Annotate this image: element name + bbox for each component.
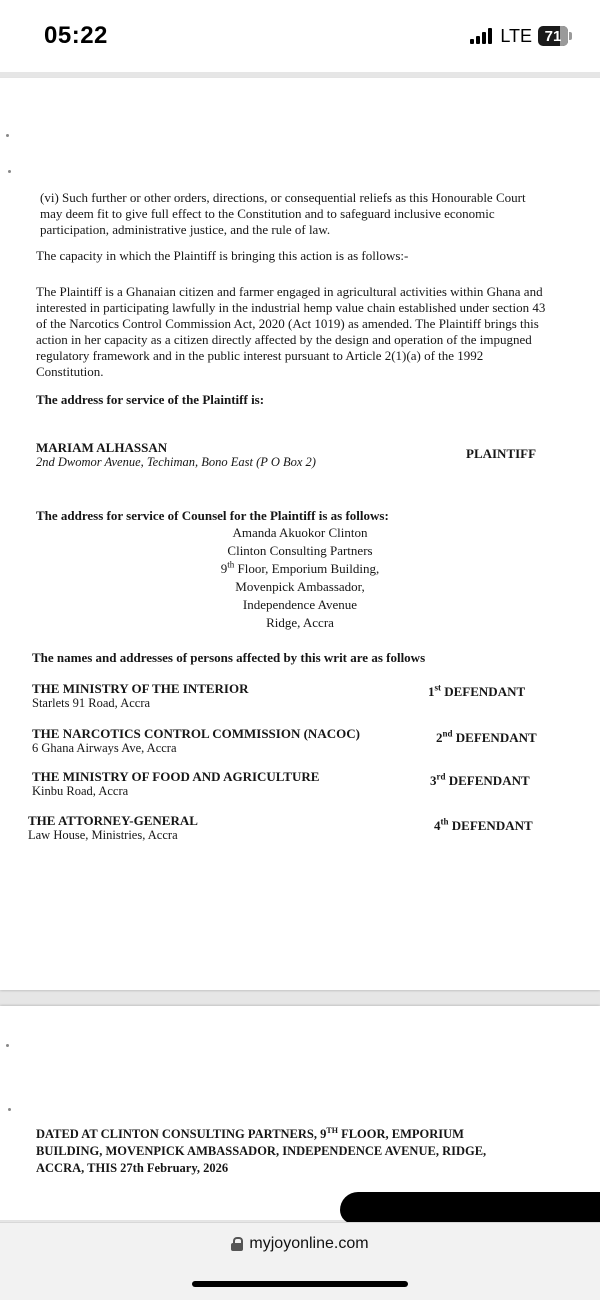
plaintiff-address: 2nd Dwomor Avenue, Techiman, Bono East (P O Box 2) <box>36 455 316 469</box>
status-time: 05:22 <box>44 22 108 49</box>
plaintiff-name: MARIAM ALHASSAN <box>36 440 168 455</box>
defendant-name: THE MINISTRY OF THE INTERIOR <box>32 681 249 696</box>
address-bar[interactable] <box>0 1235 600 1253</box>
defendant-block-4 <box>28 813 408 843</box>
scan-speck <box>6 134 9 137</box>
url-text[interactable]: myjoyonline.com <box>249 1235 369 1252</box>
defendant-name: THE NARCOTICS CONTROL COMMISSION (NACOC) <box>32 726 360 741</box>
browser-toolbar <box>0 1222 600 1300</box>
network-type: LTE <box>500 25 532 46</box>
redacted-signature <box>340 1192 600 1224</box>
status-bar <box>0 0 600 72</box>
counsel-line-6: Ridge, Accra <box>266 615 334 630</box>
counsel-address-block <box>150 524 450 632</box>
defendant-name: THE ATTORNEY-GENERAL <box>28 813 198 828</box>
counsel-name: Amanda Akuokor Clinton <box>232 525 368 540</box>
status-indicators <box>470 24 572 48</box>
document-page-2 <box>0 1006 600 1220</box>
capacity-paragraph: The Plaintiff is a Ghanaian citizen and farmer engaged in agricultural activities within Ghana and interested in participating lawfully in the industrial hemp value chain established under section 43 of the Narcotics Control Commission Act, 2020 (Act 1019) as amended. The Plaintiff brings this action in her capacity as a citizen directly affected by the design and operation of the impugned regulatory framework and in the public interest pursuant to Article 2(1)(a) of the 1992 Constitution. <box>36 284 546 379</box>
defendant-address: Kinbu Road, Accra <box>32 784 129 798</box>
defendant-block-2 <box>32 726 412 756</box>
home-indicator[interactable] <box>192 1281 408 1287</box>
defendant-address: Law House, Ministries, Accra <box>28 828 178 842</box>
defendant-block-3 <box>32 769 412 799</box>
scan-speck <box>8 1108 11 1111</box>
defendant-role-2: 2nd DEFENDANT <box>436 728 537 745</box>
scan-speck <box>6 1044 9 1047</box>
plaintiff-block <box>36 440 416 470</box>
counsel-address-heading: The address for service of Counsel for the Plaintiff is as follows: <box>36 508 389 523</box>
counsel-line-4: Movenpick Ambassador, <box>235 579 365 594</box>
defendant-address: 6 Ghana Airways Ave, Accra <box>32 741 177 755</box>
counsel-floor: 9th Floor, Emporium Building, <box>220 559 380 576</box>
persons-affected-heading: The names and addresses of persons affected by this writ are as follows <box>32 650 426 665</box>
dated-statement: DATED AT CLINTON CONSULTING PARTNERS, 9TH FLOOR, EMPORIUM BUILDING, MOVENPICK AMBASSADOR, INDEPENDENCE AVENUE, RIDGE, ACCRA, THIS 27th February, 2026 <box>36 1125 487 1175</box>
plaintiff-role: PLAINTIFF <box>466 446 537 461</box>
lock-icon <box>231 1237 243 1251</box>
relief-paragraph: (vi) Such further or other orders, directions, or consequential reliefs as this Honourable Court may deem fit to give full effect to the Constitution and to safeguard inclusive economic participation, administrative justice, and the rule of law. <box>40 190 526 237</box>
scan-speck <box>8 170 11 173</box>
plaintiff-address-heading: The address for service of the Plaintiff is: <box>36 392 265 407</box>
document-page-1 <box>0 78 600 990</box>
counsel-firm: Clinton Consulting Partners <box>227 543 373 558</box>
defendant-role-1: 1st DEFENDANT <box>428 682 526 699</box>
capacity-intro: The capacity in which the Plaintiff is bringing this action is as follows:- <box>36 248 409 263</box>
counsel-line-5: Independence Avenue <box>242 597 358 612</box>
defendant-role-3: 3rd DEFENDANT <box>430 771 530 788</box>
battery-level: 71 <box>544 27 562 45</box>
battery-icon <box>538 26 572 46</box>
signal-bars-icon <box>470 28 492 44</box>
defendant-name: THE MINISTRY OF FOOD AND AGRICULTURE <box>32 769 320 784</box>
defendant-address: Starlets 91 Road, Accra <box>32 696 151 710</box>
defendant-block-1 <box>32 681 392 711</box>
defendant-role-4: 4th DEFENDANT <box>434 816 533 833</box>
